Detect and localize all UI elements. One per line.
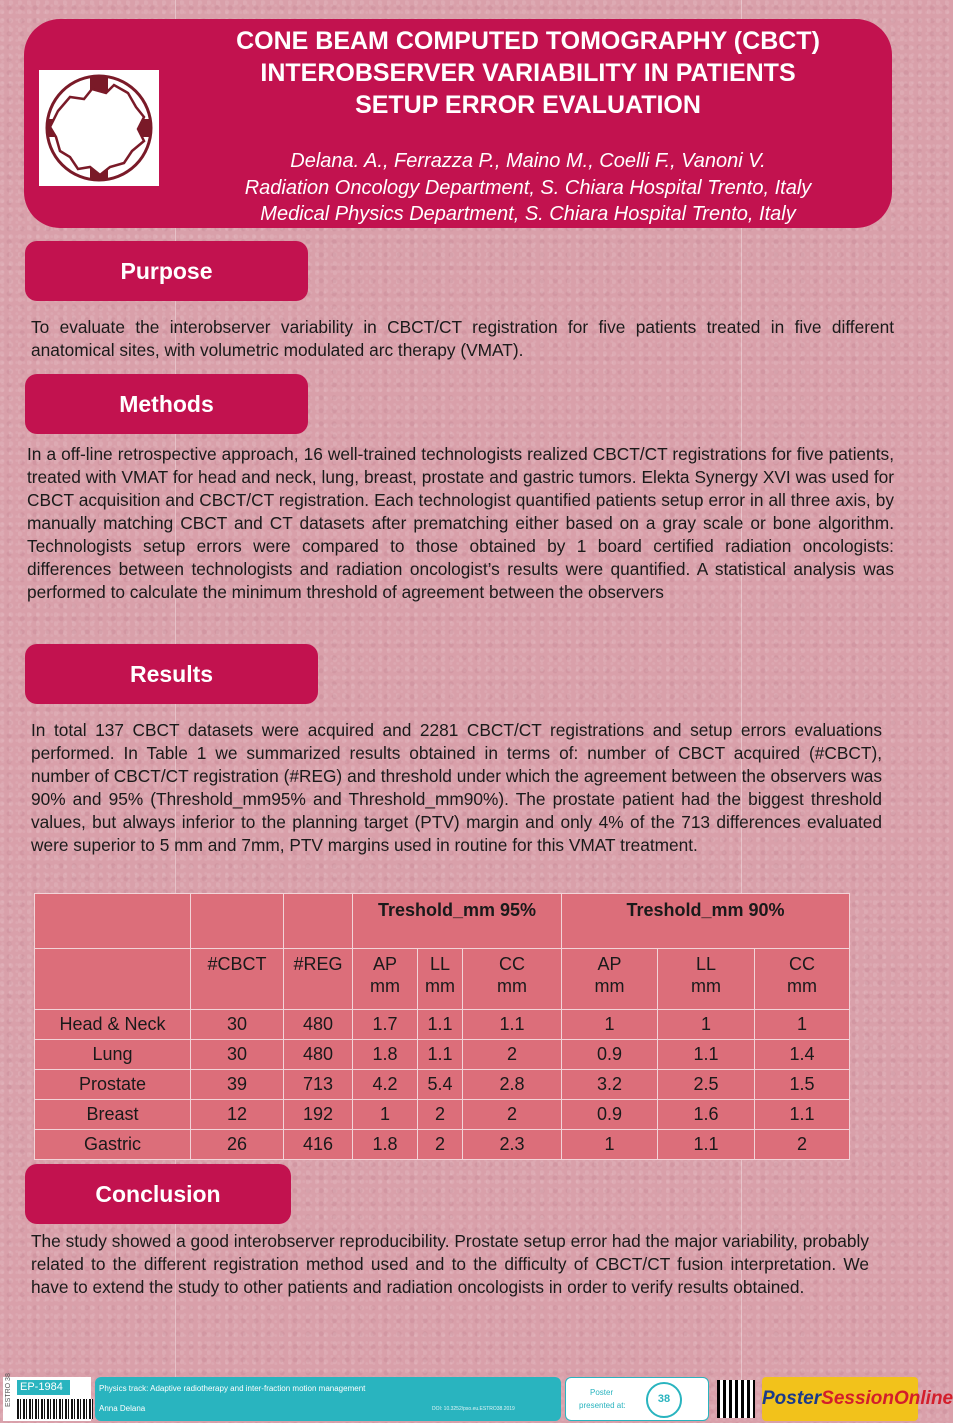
table-cell: 1 xyxy=(562,1010,658,1040)
table-cell: 1 xyxy=(658,1010,755,1040)
poster-code: EP-1984 xyxy=(17,1380,70,1395)
table-cell: 2.5 xyxy=(658,1070,755,1100)
table-cell: 480 xyxy=(284,1040,353,1070)
doi-text: DOI: 10.3252/pso.eu.ESTRO38.2019 xyxy=(432,1406,515,1412)
column-header-ap-90: AP mm xyxy=(562,949,658,1010)
group-header-95: Treshold_mm 95% xyxy=(353,894,562,949)
table-group-header-row xyxy=(35,894,850,949)
row-site-label: Gastric xyxy=(35,1130,191,1160)
table-cell: 1.7 xyxy=(353,1010,418,1040)
column-header-reg: #REG xyxy=(284,949,353,1010)
methods-text: In a off-line retrospective approach, 16 well-trained technologists realized CBCT/CT registrations for five patients, treated with VMAT for head and neck, lung, breast, prostate and gastric tumors. Elekta Synergy XVI was used for CBCT acquisition and CBCT/CT registration. Each technologist quantified patients setup error in all three axis, by manually matching CBCT and CT datasets after prematching either based on a gray scale or bone algorithm. Technologists setup errors were compared to those obtained by 1 board certified radiation oncologists: differences between technologists and radiation oncologist’s results were quantified. A statistical analysis was performed to calculate the minimum threshold of agreement between the observers xyxy=(27,444,894,602)
table-cell: 1.1 xyxy=(418,1010,463,1040)
table-cell: 5.4 xyxy=(418,1070,463,1100)
brand-part-1: Poster xyxy=(762,1388,822,1409)
column-header-ap-95: AP mm xyxy=(353,949,418,1010)
poster-header xyxy=(24,19,892,228)
conclusion-heading: Conclusion xyxy=(25,1164,291,1224)
table-row xyxy=(35,1070,850,1100)
footer-track-bar xyxy=(95,1377,561,1421)
title-line-1: CONE BEAM COMPUTED TOMOGRAPHY (CBCT) xyxy=(236,27,820,55)
table-cell: 1 xyxy=(755,1010,850,1040)
table-cell: 1.5 xyxy=(755,1070,850,1100)
table-row xyxy=(35,1040,850,1070)
table-cell: 4.2 xyxy=(353,1070,418,1100)
table-cell: 30 xyxy=(191,1010,284,1040)
table-cell: 26 xyxy=(191,1130,284,1160)
table-cell: 0.9 xyxy=(562,1040,658,1070)
qr-code-icon[interactable] xyxy=(717,1380,755,1418)
results-text: In total 137 CBCT datasets were acquired and 2281 CBCT/CT registrations and setup errors evaluations performed. In Table 1 we summarized results obtained in terms of: number of CBCT acquired (#CBCT), number of CBCT/CT registration (#REG) and threshold under which the agreement between the observers was 90% and 95% (Threshold_mm95% and Threshold_mm90%). The prostate patient had the biggest threshold values, but always inferior to the planning target (PTV) margin and only 4% of the 713 differences evaluated were superior to 5 mm and 7mm, PTV margins used in routine for this VMAT treatment. xyxy=(31,720,882,855)
estro-badge-icon: 38 xyxy=(646,1382,682,1418)
table-empty-header-cell xyxy=(35,949,191,1010)
table-cell: 2 xyxy=(463,1100,562,1130)
column-header-cbct: #CBCT xyxy=(191,949,284,1010)
title-line-2: INTEROBSERVER VARIABILITY IN PATIENTS xyxy=(260,59,796,87)
table-row xyxy=(35,1100,850,1130)
title-line-3: SETUP ERROR EVALUATION xyxy=(355,91,701,119)
table-cell: 1.1 xyxy=(658,1040,755,1070)
table-cell: 2 xyxy=(418,1130,463,1160)
table-cell: 1.1 xyxy=(463,1010,562,1040)
table-row xyxy=(35,1130,850,1160)
table-cell: 39 xyxy=(191,1070,284,1100)
row-site-label: Lung xyxy=(35,1040,191,1070)
table-cell: 1 xyxy=(562,1130,658,1160)
table-empty-header-cell xyxy=(284,894,353,949)
results-table xyxy=(34,893,850,1160)
presenter-name: Anna Delana xyxy=(99,1404,146,1413)
table-cell: 2 xyxy=(418,1100,463,1130)
table-cell: 0.9 xyxy=(562,1100,658,1130)
purpose-text: To evaluate the interobserver variability in CBCT/CT registration for five patients treated in five different anatomical sites, with volumetric modulated arc therapy (VMAT). xyxy=(31,317,894,360)
row-site-label: Breast xyxy=(35,1100,191,1130)
table-cell: 416 xyxy=(284,1130,353,1160)
table-cell: 2.8 xyxy=(463,1070,562,1100)
table-cell: 1.1 xyxy=(418,1040,463,1070)
table-cell: 2 xyxy=(755,1130,850,1160)
poster-title xyxy=(182,25,874,121)
methods-heading: Methods xyxy=(25,374,308,434)
table-cell: 1.8 xyxy=(353,1040,418,1070)
affiliation-line-1: Radiation Oncology Department, S. Chiara Hospital Trento, Italy xyxy=(244,176,812,199)
postersessiononline-logo[interactable] xyxy=(762,1377,953,1421)
presented-label-1: Poster xyxy=(590,1388,614,1397)
table-row xyxy=(35,1010,850,1040)
table-cell: 713 xyxy=(284,1070,353,1100)
trentino-map-icon xyxy=(40,71,158,185)
footer-code-block xyxy=(3,1373,91,1421)
table-cell: 2 xyxy=(463,1040,562,1070)
table-cell: 480 xyxy=(284,1010,353,1040)
table-cell: 12 xyxy=(191,1100,284,1130)
column-header-cc-90: CC mm xyxy=(755,949,850,1010)
table-cell: 1.1 xyxy=(658,1130,755,1160)
column-header-ll-90: LL mm xyxy=(658,949,755,1010)
affiliation-line-2: Medical Physics Department, S. Chiara Hospital Trento, Italy xyxy=(260,203,796,225)
poster-footer xyxy=(0,1373,953,1423)
column-header-ll-95: LL mm xyxy=(418,949,463,1010)
row-site-label: Head & Neck xyxy=(35,1010,191,1040)
table-cell: 1.8 xyxy=(353,1130,418,1160)
presented-label-2: presented at: xyxy=(579,1401,626,1410)
table-cell: 1.1 xyxy=(755,1100,850,1130)
table-cell: 30 xyxy=(191,1040,284,1070)
presented-at-box xyxy=(565,1377,709,1421)
table-cell: 1 xyxy=(353,1100,418,1130)
table-empty-header-cell xyxy=(191,894,284,949)
table-body xyxy=(35,1010,850,1160)
table-cell: 2.3 xyxy=(463,1130,562,1160)
group-header-90: Treshold_mm 90% xyxy=(562,894,850,949)
brand-part-2: SessionOnline xyxy=(821,1388,953,1409)
hospital-logo xyxy=(39,70,159,186)
table-cell: 1.6 xyxy=(658,1100,755,1130)
table-cell: 1.4 xyxy=(755,1040,850,1070)
table-column-header-row xyxy=(35,949,850,1010)
table-cell: 192 xyxy=(284,1100,353,1130)
author-block xyxy=(182,148,874,228)
results-heading: Results xyxy=(25,644,318,704)
purpose-heading: Purpose xyxy=(25,241,308,301)
column-header-cc-95: CC mm xyxy=(463,949,562,1010)
barcode-icon xyxy=(17,1399,93,1419)
authors-line: Delana. A., Ferrazza P., Maino M., Coelli F., Vanoni V. xyxy=(290,150,766,172)
row-site-label: Prostate xyxy=(35,1070,191,1100)
table-corner-cell xyxy=(35,894,191,949)
event-side-code: ESTRO 38 xyxy=(5,1373,12,1407)
track-label: Physics track: Adaptive radiotherapy and inter-fraction motion management xyxy=(99,1384,366,1393)
conclusion-text: The study showed a good interobserver reproducibility. Prostate setup error had the major variability, probably related to the different registration method used and to the difficulty of CBCT/CT fusion interpretation. We have to extend the study to other patients and radiation oncologists in order to verify results obtained. xyxy=(31,1231,869,1297)
table-cell: 3.2 xyxy=(562,1070,658,1100)
